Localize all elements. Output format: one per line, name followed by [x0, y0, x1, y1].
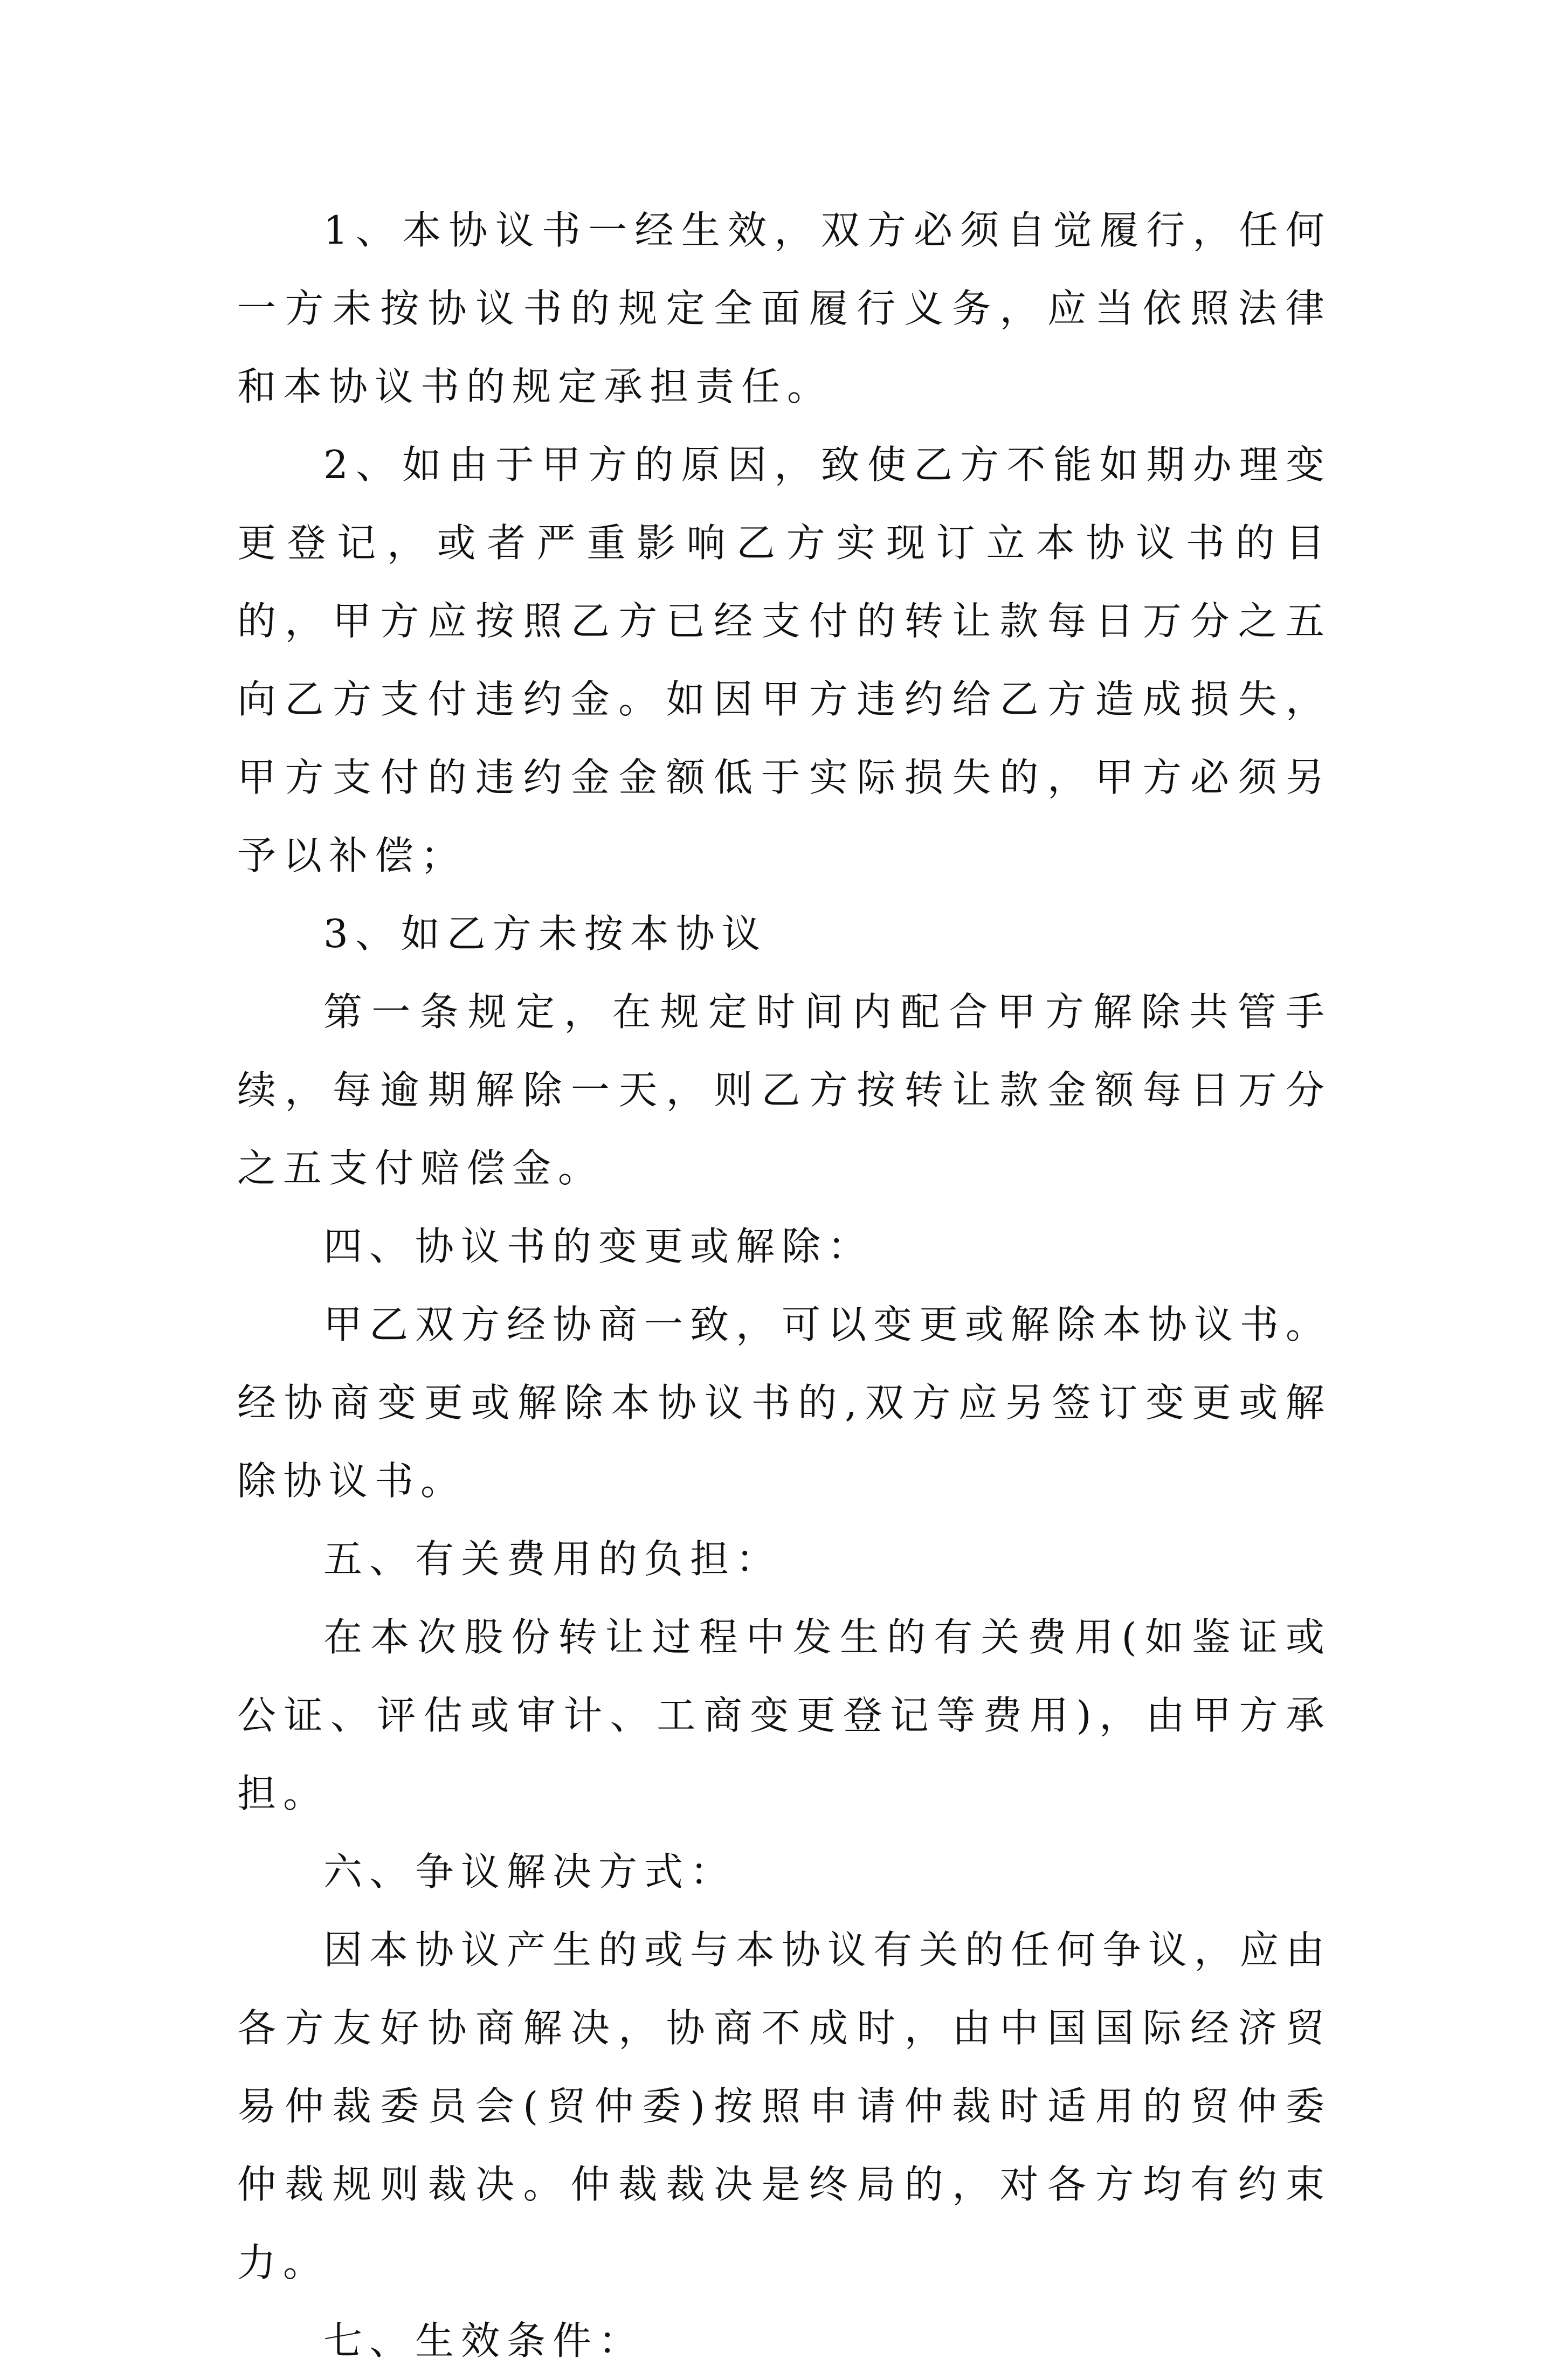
section-heading-6: 六、争议解决方式： [323, 1849, 736, 1894]
paragraph-2: 2、如由于甲方的原因，致使乙方不能如期办理变更登记，或者严重影响乙方实现订立本协议书的目的，甲方应按照乙方已经支付的转让款每日万分之五向乙方支付违约金。如因甲方违约给乙方造成损失，甲方支付的违约金金额低于实际损失的，甲方必须另予以补偿； [237, 442, 1331, 878]
paragraph-1: 1、本协议书一经生效，双方必须自觉履行，任何一方未按协议书的规定全面履行义务，应当依照法律和本协议书的规定承担责任。 [237, 208, 1331, 409]
paragraph-4: 第一条规定，在规定时间内配合甲方解除共管手续，每逾期解除一天，则乙方按转让款金额每日万分之五支付赔偿金。 [237, 989, 1331, 1191]
section-heading-4: 四、协议书的变更或解除： [323, 1224, 874, 1269]
paragraph-3: 3、如乙方未按本协议 [323, 911, 768, 956]
paragraph-5: 甲乙双方经协商一致，可以变更或解除本协议书。经协商变更或解除本协议书的,双方应另签订变更或解除协议书。 [237, 1302, 1332, 1503]
section-heading-5: 五、有关费用的负担： [323, 1536, 782, 1582]
section-heading-7: 七、生效条件： [323, 2318, 645, 2363]
paragraph-7: 因本协议产生的或与本协议有关的任何争议，应由各方友好协商解决，协商不成时，由中国国际经济贸易仲裁委员会(贸仲委)按照申请仲裁时适用的贸仲委仲裁规则裁决。仲裁裁决是终局的，对各方均有约束力。 [237, 1927, 1332, 2285]
document-body [237, 191, 1331, 2380]
paragraph-6: 在本次股份转让过程中发生的有关费用(如鉴证或公证、评估或审计、工商变更登记等费用)，由甲方承担。 [237, 1615, 1331, 1816]
